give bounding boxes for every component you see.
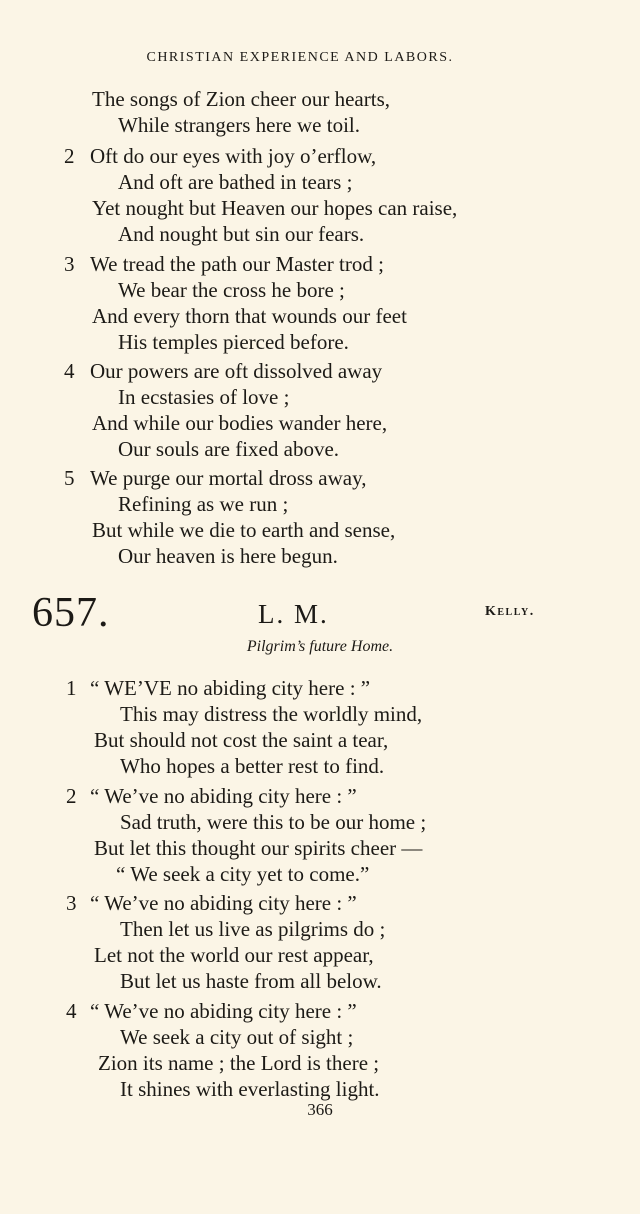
verse-line: We purge our mortal dross away,	[90, 466, 367, 490]
verse-line: Yet nought but Heaven our hopes can raise,	[92, 196, 458, 220]
verse-line: Zion its name ; the Lord is there ;	[98, 1051, 380, 1075]
tune-name: Kelly.	[485, 604, 535, 619]
page-number: 366	[307, 1100, 333, 1119]
verse-line: Then let us live as pilgrims do ;	[120, 917, 386, 941]
verse-line: “ We’ve no abiding city here : ”	[90, 784, 357, 808]
running-head: CHRISTIAN EXPERIENCE AND LABORS.	[146, 50, 454, 65]
verse-number: 2	[64, 144, 75, 168]
verse-line: Our heaven is here begun.	[118, 544, 338, 568]
verse-line: But while we die to earth and sense,	[92, 518, 396, 542]
verse-line: Refining as we run ;	[118, 492, 289, 516]
verse-number: 2	[66, 784, 77, 808]
verse-line: While strangers here we toil.	[118, 113, 360, 137]
verse-line: But let this thought our spirits cheer —	[94, 836, 423, 860]
verse-line: But let us haste from all below.	[120, 969, 382, 993]
verse-line: It shines with everlasting light.	[120, 1077, 380, 1101]
verse-number: 3	[64, 252, 75, 276]
verse-line: In ecstasies of love ;	[118, 385, 290, 409]
verse-line: Sad truth, were this to be our home ;	[120, 810, 427, 834]
verse-number: 4	[66, 999, 77, 1023]
verse-number: 4	[64, 359, 75, 383]
verse-line: “ We’ve no abiding city here : ”	[90, 891, 357, 915]
verse-line: We seek a city out of sight ;	[120, 1025, 354, 1049]
verse-line: This may distress the worldly mind,	[120, 702, 423, 726]
verse-number: 1	[66, 676, 77, 700]
hymn-number: 657.	[32, 590, 110, 636]
verse-line: Who hopes a better rest to find.	[120, 754, 385, 778]
verse-line: His temples pierced before.	[118, 330, 349, 354]
verse-line: The songs of Zion cheer our hearts,	[92, 87, 390, 111]
verse-number: 3	[66, 891, 77, 915]
verse-line: Our souls are fixed above.	[118, 437, 340, 461]
verse-line: “ We seek a city yet to come.”	[116, 862, 370, 886]
verse-line: Our powers are oft dissolved away	[90, 359, 383, 383]
verse-line: And oft are bathed in tears ;	[118, 170, 353, 194]
verse-line: Let not the world our rest appear,	[94, 943, 374, 967]
verse-line: Oft do our eyes with joy o’erflow,	[90, 144, 377, 168]
verse-line: “ We’ve no abiding city here : ”	[90, 999, 357, 1023]
verse-line: But should not cost the saint a tear,	[94, 728, 389, 752]
verse-line: We tread the path our Master trod ;	[90, 252, 384, 276]
verse-line: “ WE’VE no abiding city here : ”	[90, 676, 371, 700]
verse-number: 5	[64, 466, 75, 490]
hymn-title: Pilgrim’s future Home.	[246, 638, 394, 655]
verse-line: And while our bodies wander here,	[92, 411, 388, 435]
verse-line: And every thorn that wounds our feet	[92, 304, 407, 328]
verse-line: We bear the cross he bore ;	[118, 278, 345, 302]
hymn-meter: L. M.	[258, 599, 329, 629]
verse-line: And nought but sin our fears.	[118, 222, 365, 246]
